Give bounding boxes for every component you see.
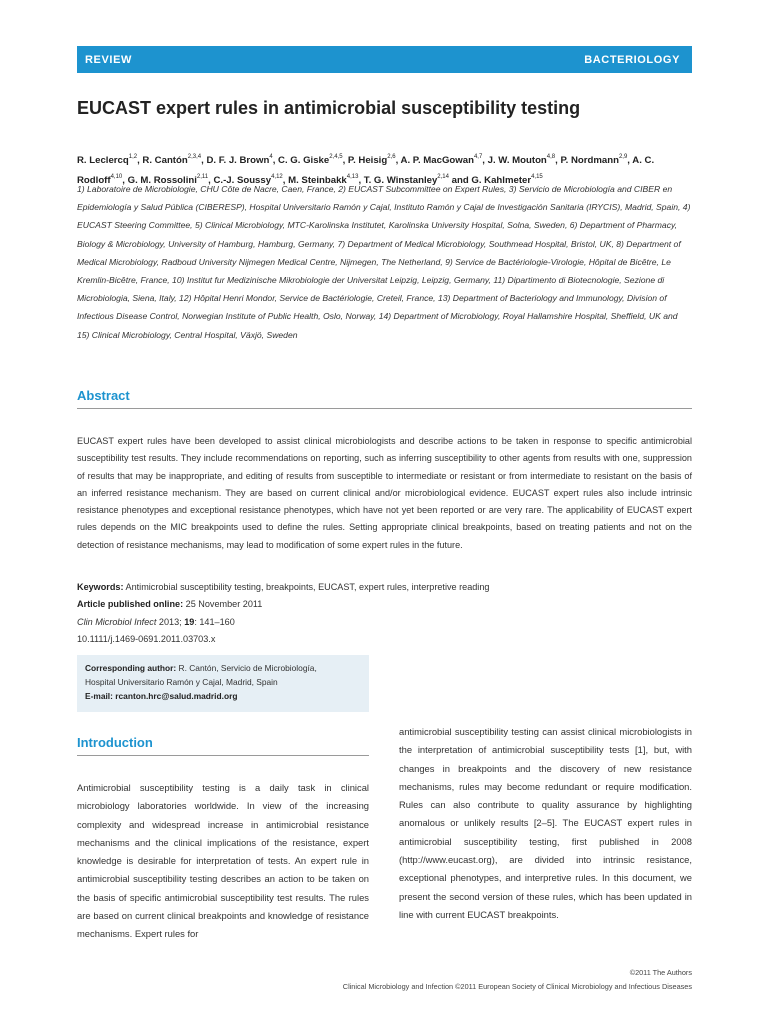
abstract-heading: Abstract — [77, 388, 130, 403]
abstract-divider — [77, 408, 692, 409]
author: G. Kahlmeter$^{4,15}$ — [471, 174, 543, 186]
banner-bacteriology-label: BACTERIOLOGY — [584, 53, 680, 66]
published-line: Article published online: 25 November 2011 — [77, 599, 263, 610]
abstract-text: EUCAST expert rules have been developed to assist clinical microbiologists and describe actions to be taken in response to specific antimicrobial susceptibility test results. They include recommendations on reporting, such as inferring susceptibility to other agents from results with one, suppression of results that may be inappropriate, and editing of results from susceptible to intermediate or resistant or from intermediate to resistant on the basis of an inferred resistance mechanism. They are based on current clinical and/or microbiological evidence. EUCAST expert rules also include intrinsic resistance phenotypes and exceptional resistance phenotypes, which have not yet been reported or are very rare. The applicability of EUCAST expert rules depends on the MIC breakpoints used to define the rules. Setting appropriate clinical breakpoints, based on treating patients and not on the detection of resistance mechanisms, may lead to modification of some expert rules in the future. — [77, 436, 692, 550]
affiliations: 1) Laboratoire de Microbiologie, CHU Côte de Nacre, Caen, France, 2) EUCAST Subcommittee on Expert Rules, 3) Servicio de Microbiología and CIBER en Epidemiología y Salud Pública (CIBERESP), Hospital Universitario Ramón y Cajal, Instituto Ramón y Cajal de Investigación Sanitaria (IRYCIS), Madrid, Spain, 4) EUCAST Steering Committee, 5) Clinical Microbiology, MTC-Karolinska Institutet, Karolinska University Hospital, Solna, Sweden, 6) Department of Pharmacy, Biology & Microbiology, University of Hamburg, Hamburg, Germany, 7) Department of Medical Microbiology, Southmead Hospital, Bristol, UK, 8) Department of Medical Microbiology, Radboud University Nijmegen Medical Centre, Nijmegen, The Netherland, 9) Service de Bactériologie-Virologie, Hôpital de Bicêtre, Le Kremlin-Bicêtre, France, 10) Institut fur Medizinische Mikrobiologie der Universitat Leipzig, Leipzig, Germany, 11) Dipartimento di Biotecnologie, Sezione di Microbiologia, Siena, Italy, 12) Hôpital Henri Mondor, Service de Bactériologie, Creteil, France, 13) Department of Bacteriology and Immunology, Division of Infectious Disease Control, Norwegian Institute of Public Health, Oslo, Norway, 14) Department of Microbiology, Royal Hallamshire Hospital, Sheffield, UK and 15) Clinical Microbiology, Central Hospital, Växjö, Sweden — [77, 184, 691, 340]
introduction-left-column: Antimicrobial susceptibility testing is a daily task in clinical microbiology laboratories worldwide. In view of the increasing complexity and widespread increase in antimicrobial resistance mechanisms and the clinical implications of the resistance, expert knowledge is desirable for interpretation of tests. An expert rule in antimicrobial susceptibility testing describes an action to be taken on the basis of specific antimicrobial susceptibility test results. The rules are based on current clinical breakpoints and knowledge of resistance mechanisms. Expert rules for — [77, 782, 369, 940]
section-banner — [77, 46, 692, 73]
author: P. Heisig$^{2,6}$, — [347, 154, 401, 166]
footer-copyright: ©2011 The Authors — [629, 968, 692, 977]
author: R. Leclercq$^{1,2}$, — [77, 154, 143, 166]
footer-journal: Clinical Microbiology and Infection ©2011 European Society of Clinical Microbiology and Infectious Diseases — [342, 982, 692, 991]
author: T. G. Winstanley$^{2,14}$ — [363, 174, 449, 186]
email-label: E-mail: — [85, 691, 113, 701]
author: D. F. J. Brown$^4$, — [206, 154, 279, 166]
citation-line: Clin Microbiol Infect 2013; 19: 141–160 — [77, 616, 235, 627]
corresponding-line1: R. Cantón, Servicio de Microbiología, — [178, 663, 317, 673]
author: R. Cantón$^{2,3,4}$, — [142, 154, 207, 166]
author: P. Nordmann$^{2,9}$, — [560, 154, 633, 166]
introduction-right-column: antimicrobial susceptibility testing can assist clinical microbiologists in the interpretation of antimicrobial susceptibility tests [1], but, with changes in breakpoints and the discovery of new resistance mechanisms, rules may become redundant or require modification. Rules can also contribute to quality assurance by highlighting anomalous or unlikely results [2–5]. The EUCAST expert rules in antimicrobial susceptibility testing, first published in 2008 (http://www.eucast.org), are divided into intrinsic resistance, exceptional phenotypes, and interpretive rules. In this document, we present the second version of these rules, which has been updated in line with current EUCAST breakpoints. — [399, 726, 692, 920]
author: A. P. MacGowan$^{4,7}$, — [400, 154, 488, 166]
corresponding-line2: Hospital Universitario Ramón y Cajal, Madrid, Spain — [85, 677, 278, 687]
keywords-line: Keywords: Antimicrobial susceptibility testing, breakpoints, EUCAST, expert rules, interpretive reading — [77, 582, 490, 592]
email-address[interactable]: rcanton.hrc@salud.madrid.org — [115, 691, 238, 701]
author: G. M. Rossolini$^{2,11}$, — [127, 174, 214, 186]
article-meta — [77, 579, 692, 648]
author: A. C. Rodloff$^{4,10}$, — [77, 155, 655, 186]
authors-and: and — [451, 175, 469, 186]
author: M. Steinbakk$^{4,13}$, — [288, 174, 364, 186]
author: C.-J. Soussy$^{4,12}$, — [213, 174, 289, 186]
article-title: EUCAST expert rules in antimicrobial susceptibility testing — [77, 98, 581, 118]
page-footer — [343, 966, 692, 994]
corresponding-author-box — [77, 655, 369, 712]
introduction-heading: Introduction — [77, 735, 153, 750]
introduction-divider — [77, 755, 369, 756]
author: J. W. Mouton$^{4,8}$, — [487, 154, 561, 166]
corresponding-label: Corresponding author: — [85, 663, 177, 673]
doi-line: 10.1111/j.1469-0691.2011.03703.x — [77, 633, 216, 644]
banner-review-label: REVIEW — [85, 53, 132, 66]
author: C. G. Giske$^{2,4,5}$, — [278, 154, 348, 166]
